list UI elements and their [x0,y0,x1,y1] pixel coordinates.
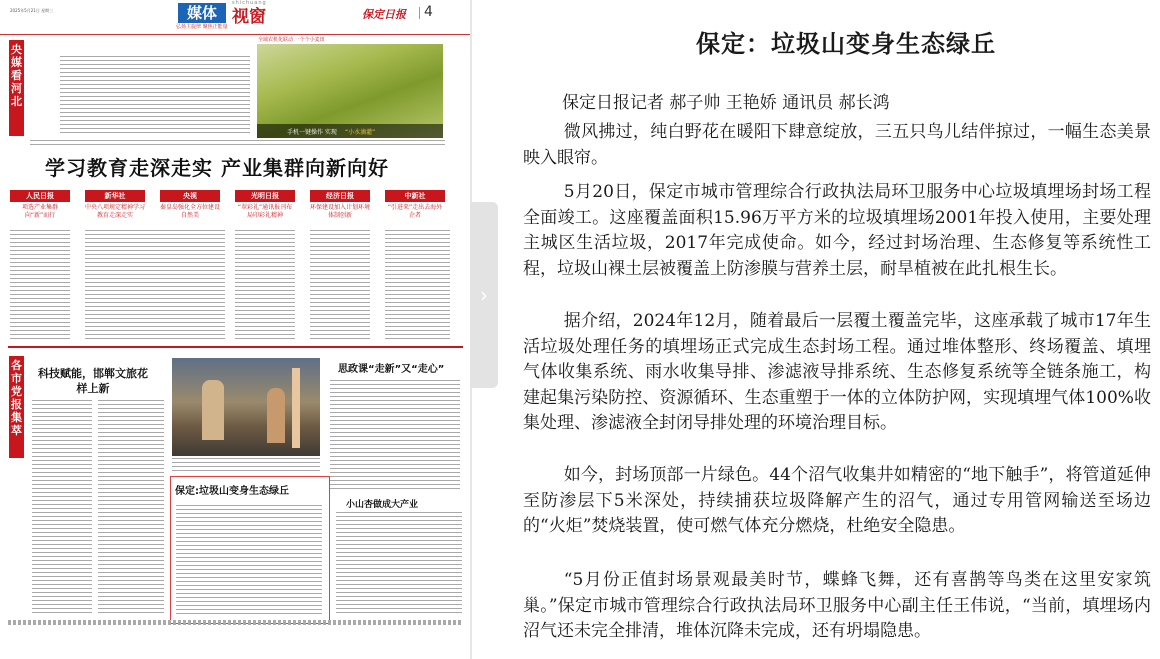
page-number: 4 [424,4,433,20]
section-label-red: 视窗 [232,7,266,27]
text-column [98,400,164,615]
text-column [310,230,370,340]
page-footer [8,620,463,625]
text-column [336,512,462,616]
media-outlet-xinhua[interactable] [85,190,145,220]
article-paragraph: 5月20日，保定市城市管理综合行政执法局环卫服务中心垃圾填埋场封场工程全面竣工。这座覆盖面积15.96万平方米的垃圾填埋场2001年投入使用，主要处理主城区生活垃圾，2017年完成使命。如今，经过封场治理、生态修复等系统性工程，垃圾山裸土层被覆盖上防渗膜与营养土层，耐旱植被在此扎根生长。 [523,182,1151,279]
text-column [85,230,225,340]
next-page-button[interactable] [470,202,498,388]
media-outlet-title: 项选产业集群向“新”而行 [21,204,58,219]
media-outlet-name: 新华社 [85,190,145,202]
media-outlet-name: 光明日报 [235,190,295,202]
photo-figure [202,380,224,440]
article-title: 保定：垃圾山变身生态绿丘 [696,30,996,58]
farmland-photo[interactable] [257,44,443,138]
article-paragraph: 如今，封场顶部一片绿色。44个沼气收集井如精密的“地下触手”，将管道延伸至防渗层下5米深处，持续捕获垃圾降解产生的沼气，通过专用管网输送至场边的“火炬”焚烧装置，使可燃气体充分燃烧，杜绝安全隐患。 [523,465,1151,536]
article-byline: 保定日报记者 郝子帅 王艳娇 通讯员 郝长鸿 [562,93,890,113]
media-outlet-cctv[interactable] [160,190,220,220]
paper-logo: 保定日报 [362,8,406,21]
media-outlet-chinanews[interactable] [385,190,445,220]
media-outlet-title: 秦皇岛强化全方位建设自然美 [160,204,221,219]
section-divider [8,346,463,348]
text-column [235,230,295,340]
media-outlet-title: “翠彩礼”通讯报刊布局印彩礼精神 [237,204,293,219]
text-column [32,400,92,615]
photo-figure [267,388,285,443]
media-outlet-name: 央视 [160,190,220,202]
chevron-right-icon: › [480,283,488,307]
text-column [176,505,322,615]
photo-caption-highlight: “小水滴灌” [345,129,376,136]
headline-keji[interactable]: 科技赋能，邯郸文旅花样上新 [38,367,148,395]
headline-focus-article[interactable]: 保定:垃圾山变身生态绿丘 [175,486,289,497]
text-column [385,230,450,340]
article-paragraph: “5月份正值封场景观最美时节，蝶蜂飞舞，还有喜鹊等鸟类在这里安家筑巢。”保定市城市管理综合行政执法局环卫服务中心副主任王伟说，“当前，填埋场内沼气还未完全排清，堆体沉降未完成，还有坍塌隐患。 [523,570,1151,641]
text-column [330,380,460,490]
article-paragraph: 据介绍，2024年12月，随着最后一层覆土覆盖完毕，这座承载了城市17年生活垃圾处理任务的填埋场正式完成生态封场工程。通过堆体整形、终场覆盖、填埋气体收集系统、雨水收集导排、渗滤液导排系统、生态修复系统等全链条施工，构建起集污染防控、资源循环、生态重塑于一体的立体防护网，实现填埋气体100%收集处理、渗滤液全封闭导排处理的环境治理目标。 [523,311,1151,433]
section-pinyin: shichuang [232,0,267,6]
masthead [0,0,470,35]
text-strip [30,140,445,146]
tourism-photo[interactable] [172,358,320,456]
article-panel [523,0,1153,659]
text-column [60,56,250,136]
media-outlet-title: 环保建设加入计划环境体制创新 [310,204,371,219]
newspaper-page[interactable] [0,0,470,659]
section-label: 媒体 [178,3,226,23]
sidetag-central-media: 央媒看河北 [9,40,24,136]
media-outlet-name: 中新社 [385,190,445,202]
media-outlet-title: “引进来”走出去海外企者 [387,204,443,219]
media-outlet-name: 人民日报 [10,190,70,202]
page-headline[interactable]: 学习教育走深走实 产业集群向新向好 [45,156,389,180]
media-outlet-people-daily[interactable] [10,190,70,220]
section-slogan: 弘扬主旋律 聚焦正能量 [176,24,228,30]
media-outlet-guangming[interactable] [235,190,295,220]
media-outlet-economic-daily[interactable] [310,190,370,220]
photo-caption: 手机一键操作 实现 [287,129,337,136]
media-outlet-name: 经济日报 [310,190,370,202]
publication-info: 2025年5月21日 星期三 [10,8,54,13]
article-paragraph: 微风拂过，纯白野花在暖阳下肆意绽放，三五只鸟儿结伴掠过，一幅生态美景映入眼帘。 [523,122,1151,168]
sidetag-city-papers: 各市党报集萃 [9,356,24,458]
headline-xiaoshan[interactable]: 小山杏做成大产业 [346,500,419,510]
text-column [10,230,70,340]
media-outlet-title: 中央八项规定精神学习教育走深走实 [85,204,146,219]
photo-figure [292,368,300,448]
headline-sizheng[interactable]: 思政课“走新”又“走心” [338,364,445,375]
photo-caption-text [172,458,320,472]
field-headline: 全域农机化联动 一个个小麦田 [258,37,325,43]
